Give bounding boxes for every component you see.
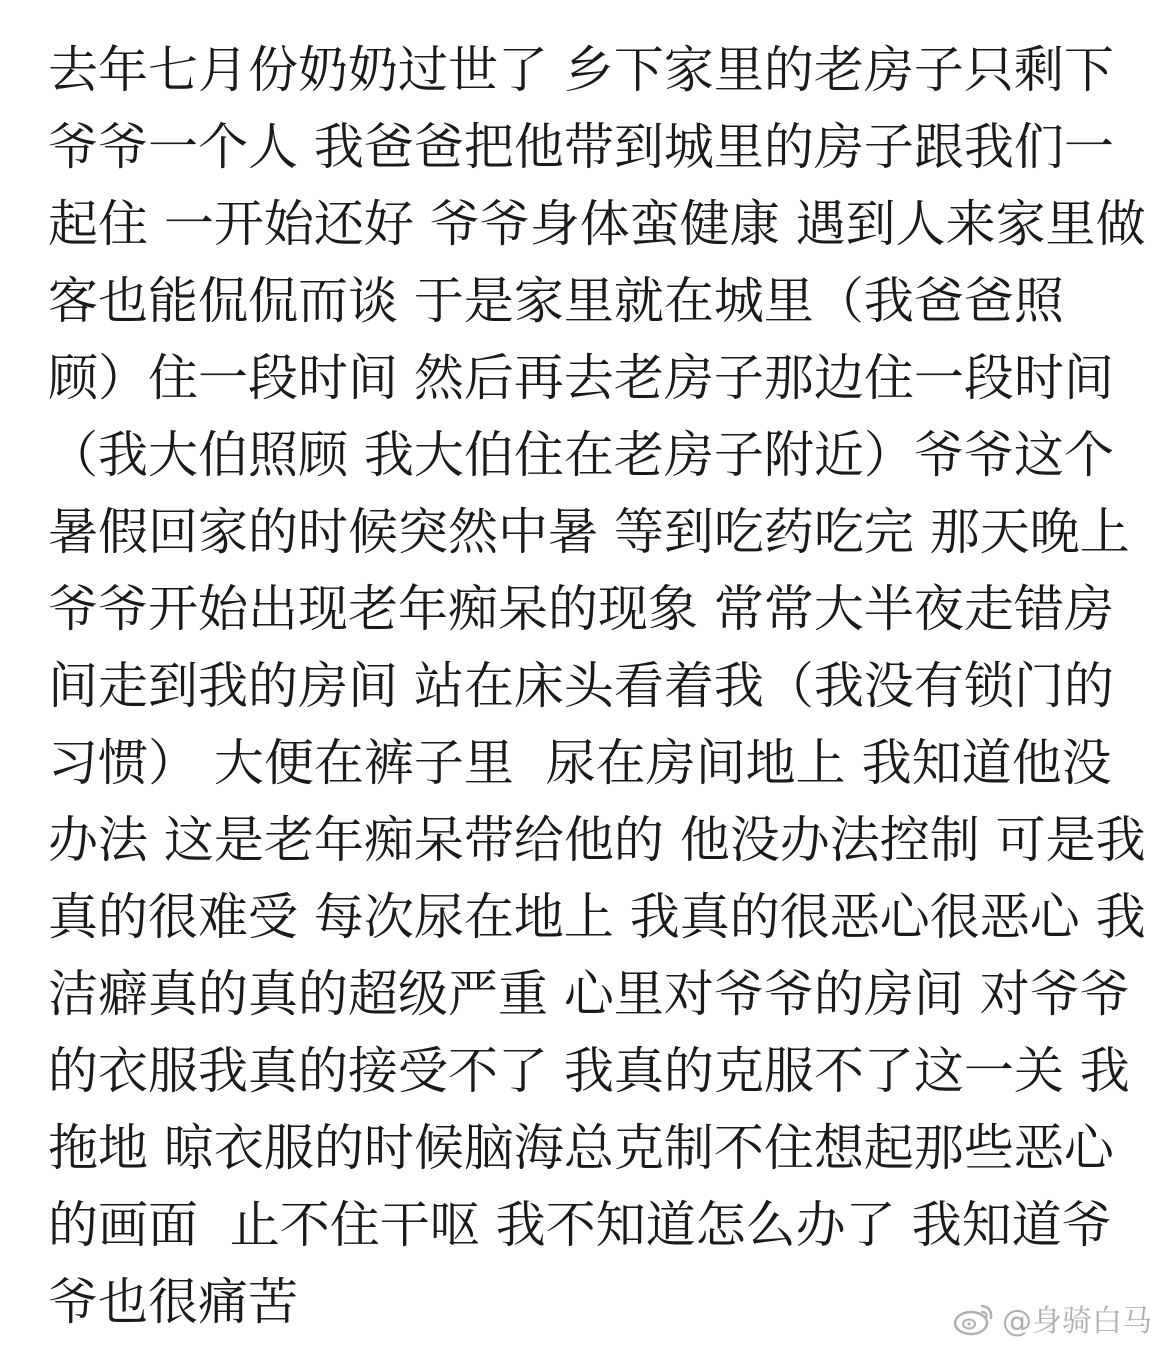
weibo-icon [952,1300,996,1336]
post-line-5: 顾）住一段时间 然后再去老房子那边住一段时间 [48,349,1114,407]
post-line-15: 拖地 晾衣服的时候脑海总克制不住想起那些恶心 [48,1119,1114,1177]
watermark [952,1296,1152,1340]
post-line-6: （我大伯照顾 我大伯住在老房子附近）爷爷这个 [48,426,1114,484]
post-line-14: 的衣服我真的接受不了 我真的克服不了这一关 我 [48,1042,1130,1100]
post-line-4: 客也能侃侃而谈 于是家里就在城里（我爸爸照 [48,272,1064,330]
post-body [48,32,1146,1341]
post-line-11: 办法 这是老年痴呆带给他的 他没办法控制 可是我 [48,811,1146,869]
post-line-3: 起住 一开始还好 爷爷身体蛮健康 遇到人来家里做 [48,195,1146,253]
post-line-1: 去年七月份奶奶过世了 乡下家里的老房子只剩下 [48,41,1114,99]
watermark-text: @身骑白马 [1002,1304,1152,1339]
post-line-2: 爷爷一个人 我爸爸把他带到城里的房子跟我们一 [48,118,1114,176]
post-line-7: 暑假回家的时候突然中暑 等到吃药吃完 那天晚上 [48,503,1130,561]
post-line-16: 的画面 止不住干呕 我不知道怎么办了 我知道爷 [48,1196,1112,1254]
post-line-17: 爷也很痛苦 [48,1273,298,1331]
post-line-12: 真的很难受 每次尿在地上 我真的很恶心很恶心 我 [48,888,1146,946]
post-line-8: 爷爷开始出现老年痴呆的现象 常常大半夜走错房 [48,580,1114,638]
post-line-10: 习惯） 大便在裤子里 尿在房间地上 我知道他没 [48,734,1112,792]
post-line-13: 洁癖真的真的超级严重 心里对爷爷的房间 对爷爷 [48,965,1130,1023]
post-line-9: 间走到我的房间 站在床头看着我（我没有锁门的 [48,657,1114,715]
